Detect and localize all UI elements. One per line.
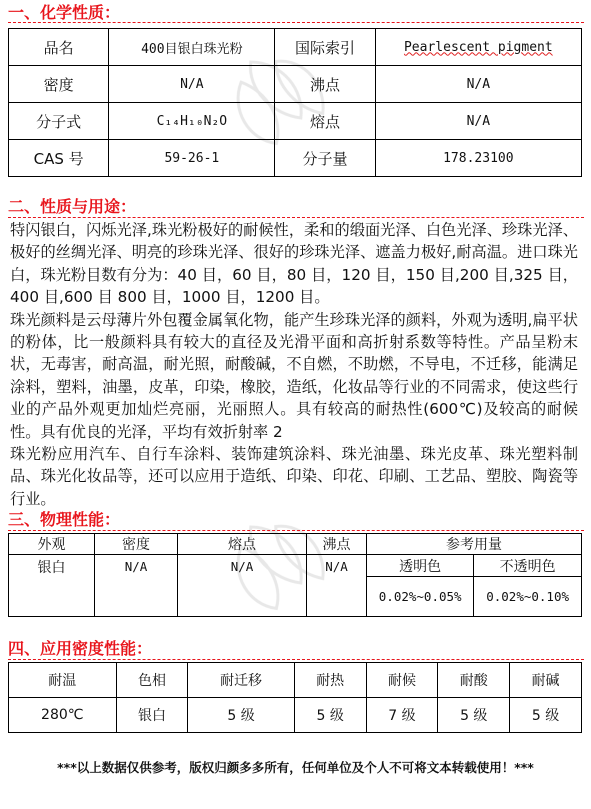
properties-text [10, 219, 578, 510]
cell-value: 400目银白珠光粉 [109, 29, 275, 66]
header-temperature-resistance: 耐温 [9, 663, 117, 698]
application-properties-table [8, 662, 582, 733]
cell-key: 分子式 [9, 103, 109, 140]
cell-weather: 7 级 [366, 698, 438, 733]
table-row [9, 29, 582, 66]
table-row [9, 103, 582, 140]
header-alkali-resistance: 耐碱 [510, 663, 582, 698]
cell-value: N/A [109, 66, 275, 103]
table-row [9, 698, 582, 733]
cell-heat: 5 级 [294, 698, 366, 733]
section-1-rule [8, 22, 584, 24]
cell-key: 品名 [9, 29, 109, 66]
cell-melting-point: N/A [178, 555, 307, 617]
cell-acid: 5 级 [438, 698, 510, 733]
cell-key: 国际索引 [275, 29, 375, 66]
cell-appearance: 银白 [9, 555, 95, 617]
header-hue: 色相 [116, 663, 188, 698]
subheader-opaque: 不透明色 [474, 555, 582, 577]
cell-value: N/A [375, 103, 581, 140]
header-heat-resistance: 耐热 [294, 663, 366, 698]
cell-key: 分子量 [275, 140, 375, 177]
cell-opaque-dosage: 0.02%~0.10% [474, 577, 582, 617]
header-migration-resistance: 耐迁移 [188, 663, 294, 698]
paragraph-description: 珠光颜料是云母薄片外包覆金属氧化物，能产生珍珠光泽的颜料，外观为透明,扁平状的粉体，比一般颜料具有较大的直径及光滑平面和高折射系数等特性。产品呈粉末状，无毒害，耐高温，耐光照，耐酸碱，不自燃，不助燃，不导电，不迁移，能满足涂料，塑料，油墨，皮革，印染，橡胶，造纸，化妆品等行业的不同需求，使这些行业的产品外观更加灿烂亮丽，光丽照人。具有较高的耐热性(600℃)及较高的耐候性。具有优良的光泽，平均有效折射率 2 [10, 310, 578, 441]
cell-boiling-point: N/A [306, 555, 366, 617]
subheader-transparent: 透明色 [367, 555, 474, 577]
cell-temperature: 280℃ [9, 698, 117, 733]
header-appearance: 外观 [9, 534, 95, 555]
cell-key: 熔点 [275, 103, 375, 140]
chemical-properties-table [8, 28, 582, 177]
section-4-rule [8, 659, 584, 661]
table-header-row [9, 663, 582, 698]
section-3-title: 三、物理性能： [8, 510, 121, 529]
cell-value: 59-26-1 [109, 140, 275, 177]
cell-value: N/A [375, 66, 581, 103]
header-melting-point: 熔点 [178, 534, 307, 555]
cell-key: CAS 号 [9, 140, 109, 177]
section-4-title: 四、应用密度性能： [8, 639, 153, 658]
cell-density: N/A [94, 555, 177, 617]
table-row [9, 66, 582, 103]
section-1-title: 一、化学性质： [8, 3, 121, 22]
header-weather-resistance: 耐候 [366, 663, 438, 698]
header-acid-resistance: 耐酸 [438, 663, 510, 698]
header-boiling-point: 沸点 [306, 534, 366, 555]
physical-properties-table [8, 533, 582, 617]
paragraph-properties: 特闪银白，闪烁光泽,珠光粉极好的耐候性，柔和的缎面光泽、白色光泽、珍珠光泽、极好的丝绸光泽、明亮的珍珠光泽、很好的珍珠光泽、遮盖力极好,耐高温。进口珠光白，珠光粉目数有分为：40 目，60 目，80 目，120 目，150 目,200 目,325 目，400 目,600 目 800 目，1000 目，1200 目。 [10, 221, 578, 307]
paragraph-applications: 珠光粉应用汽车、自行车涂料、装饰建筑涂料、珠光油墨、珠光皮革、珠光塑料制品、珠光化妆品等，还可以应用于造纸、印染、印花、印刷、工艺品、塑胶、陶瓷等行业。 [10, 445, 578, 508]
copyright-footer: ***以上数据仅供参考，版权归颜多多所有，任何单位及个人不可将文本转载使用！*** [57, 760, 534, 775]
cell-key: 密度 [9, 66, 109, 103]
cell-value: 178.23100 [375, 140, 581, 177]
cell-hue: 银白 [116, 698, 188, 733]
table-row [9, 140, 582, 177]
table-header-row [9, 534, 582, 555]
cell-transparent-dosage: 0.02%~0.05% [367, 577, 474, 617]
cell-alkali: 5 级 [510, 698, 582, 733]
cell-migration: 5 级 [188, 698, 294, 733]
section-2-title: 二、性质与用途： [8, 197, 137, 216]
section-3-rule [8, 530, 584, 532]
table-row [9, 555, 582, 577]
header-dosage: 参考用量 [367, 534, 582, 555]
header-density: 密度 [94, 534, 177, 555]
cell-value: Pearlescent pigment [375, 29, 581, 66]
cell-value: C₁₄H₁₀N₂O [109, 103, 275, 140]
cell-key: 沸点 [275, 66, 375, 103]
